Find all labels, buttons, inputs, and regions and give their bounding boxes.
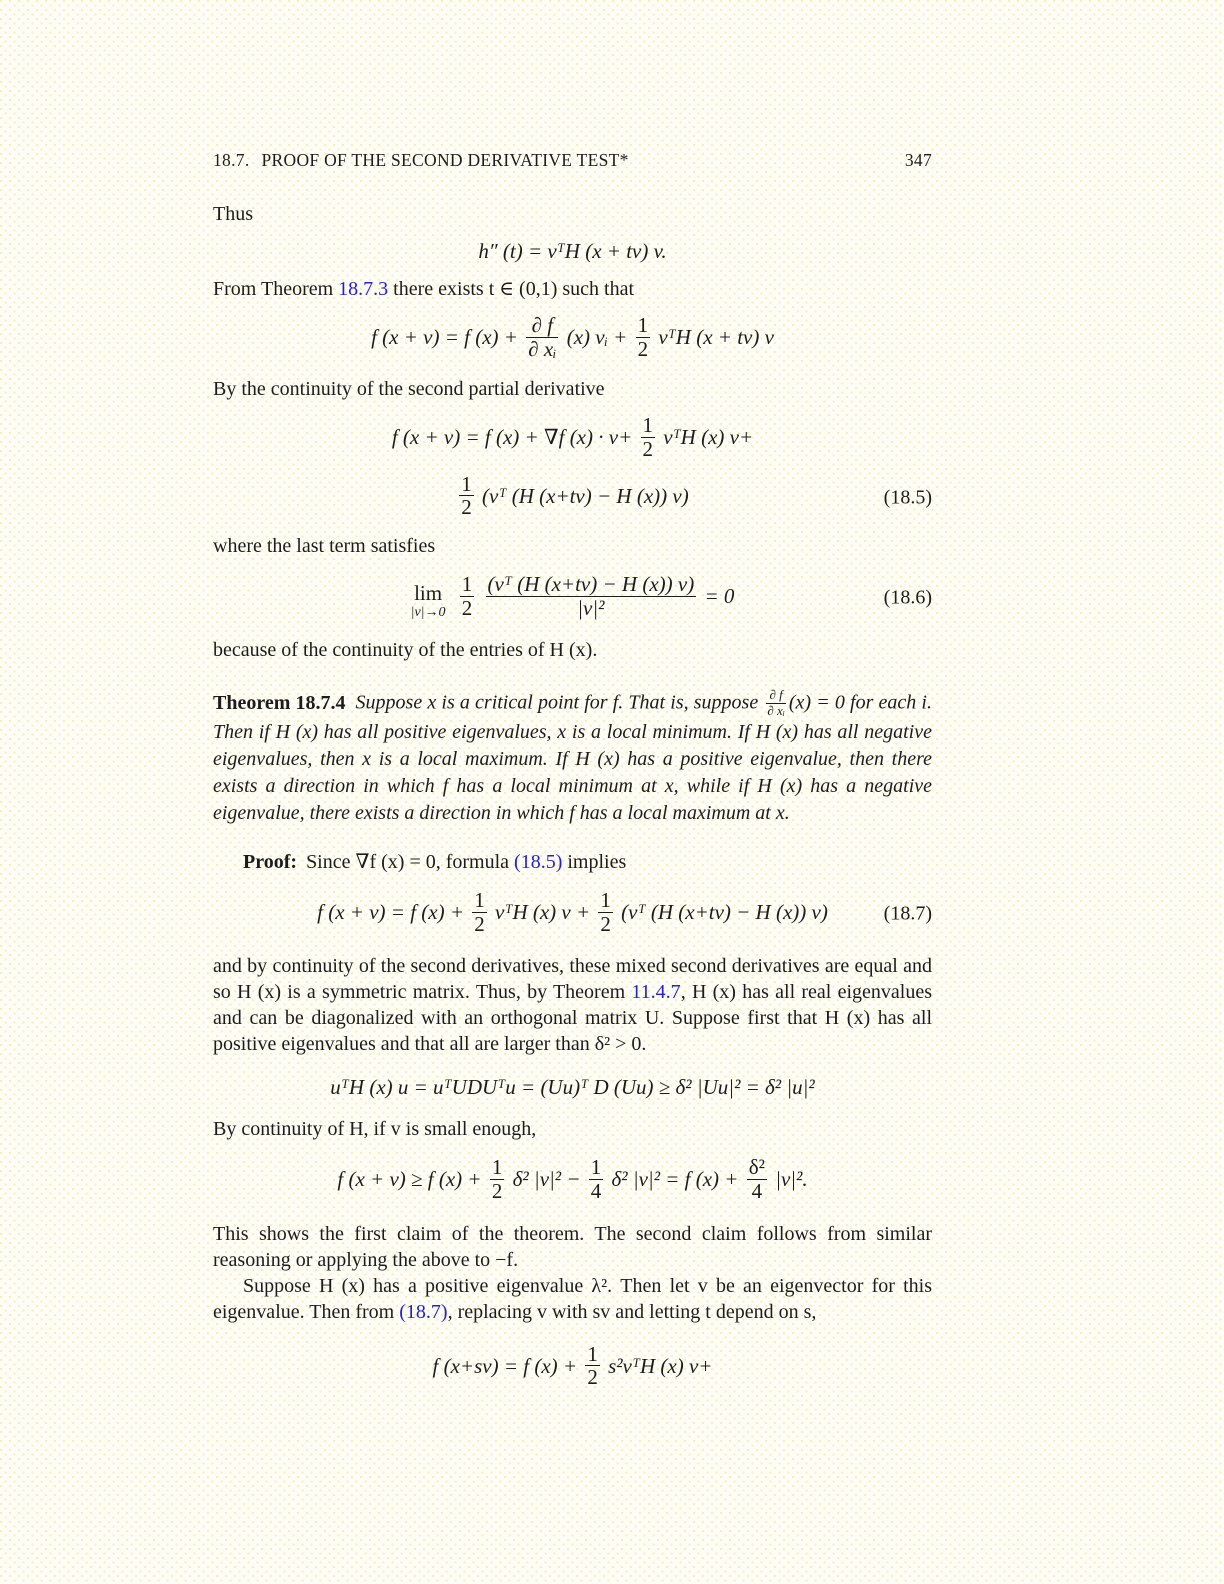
equation-number-18-6: (18.6) xyxy=(883,586,932,609)
partial-fraction xyxy=(526,314,558,360)
fraction-numerator: 1 xyxy=(600,887,611,912)
paragraph-text: , replacing v with sv and letting t depend on s, xyxy=(447,1300,817,1323)
equation-segment: f (x + v) = f (x) + xyxy=(371,324,518,349)
equation-segment: = 0 xyxy=(704,584,735,609)
equation-body: h″ (t) = vᵀH (x + tv) v. xyxy=(478,239,667,263)
fraction-denominator: 2 xyxy=(461,595,473,620)
half-fraction xyxy=(472,889,487,935)
equation-segment: δ² |v|² − xyxy=(512,1167,581,1192)
fraction-denominator: 2 xyxy=(474,911,485,936)
page-content xyxy=(213,150,932,1403)
equation-segment: (x) vᵢ + xyxy=(566,324,628,349)
equation-lower-bound xyxy=(213,1155,932,1204)
equation-number-18-7: (18.7) xyxy=(883,902,932,925)
equation-h-second-derivative xyxy=(213,239,932,264)
equation-body: uᵀH (x) u = uᵀUDUᵀu = (Uu)ᵀ D (Uu) ≥ δ² |Uu|² = δ² |u|² xyxy=(330,1075,815,1100)
paragraph-text: Since ∇f (x) = 0, formula xyxy=(301,850,515,873)
equation-expansion-line1 xyxy=(213,413,932,462)
fraction-numerator: 1 xyxy=(474,887,485,912)
limit-word: lim xyxy=(414,580,443,605)
delta-fraction xyxy=(747,1156,767,1202)
fraction-denominator: ∂ xᵢ xyxy=(767,702,785,718)
because-text: because of the continuity of the entries of H (x). xyxy=(213,639,598,662)
fraction-numerator: 1 xyxy=(590,1155,602,1180)
by-continuity-h-text: By continuity of H, if v is small enough, xyxy=(213,1118,537,1141)
half-fraction xyxy=(459,473,474,519)
page-header xyxy=(213,150,932,171)
equation-18-5 xyxy=(213,471,932,521)
half-fraction xyxy=(460,573,475,619)
fraction-denominator: |v|² xyxy=(486,596,697,620)
equation-segment: vᵀH (x + tv) v xyxy=(658,324,774,349)
half-fraction xyxy=(585,1343,600,1389)
formula-18-7-link[interactable]: (18.7) xyxy=(399,1300,448,1323)
limit-operator xyxy=(410,580,446,620)
equation-segment: f (x+sv) = f (x) + xyxy=(432,1353,578,1378)
fraction-numerator: (vᵀ (H (x+tv) − H (x)) v) xyxy=(487,572,695,597)
equation-18-7 xyxy=(213,887,932,937)
fraction-numerator: ∂ f xyxy=(769,687,783,703)
equation-segment: vᵀH (x) v + xyxy=(495,899,591,924)
fraction-numerator: 1 xyxy=(642,413,653,438)
theorem-label: Theorem 18.7.4 xyxy=(213,691,346,714)
proof-paragraph xyxy=(213,849,932,875)
half-fraction xyxy=(641,414,656,460)
main-fraction xyxy=(486,573,697,619)
proof-label: Proof: xyxy=(243,850,298,873)
fraction-numerator: 1 xyxy=(491,1155,503,1180)
suppose-paragraph xyxy=(213,1273,932,1325)
paragraph-text: and by continuity of the second derivatives, these mixed second derivatives are equal and so H (x) is a symmetric matrix. Thus, by Theorem xyxy=(213,955,932,1004)
half-fraction xyxy=(598,889,613,935)
equation-taylor-expansion xyxy=(213,313,932,362)
quarter-fraction xyxy=(589,1156,604,1202)
equation-18-6 xyxy=(213,572,932,621)
fraction-denominator: 2 xyxy=(637,336,649,361)
page-number: 347 xyxy=(904,150,932,170)
section-title: PROOF OF THE SECOND DERIVATIVE TEST* xyxy=(261,150,629,170)
equation-segment: f (x + v) ≥ f (x) + xyxy=(337,1167,482,1192)
equation-segment: f (x + v) = f (x) + xyxy=(317,899,465,924)
fraction-denominator: ∂ xᵢ xyxy=(528,336,557,361)
theorem-lead: Suppose x is a critical point for f. That is, suppose xyxy=(355,691,764,714)
half-fraction xyxy=(490,1156,505,1202)
fraction-denominator: 2 xyxy=(600,911,611,936)
running-head xyxy=(213,150,629,171)
fraction-numerator: 1 xyxy=(637,313,649,337)
fraction-numerator: 1 xyxy=(587,1341,598,1366)
this-shows-paragraph: This shows the first claim of the theorem. The second claim follows from similar reasoning or applying the above to −f. xyxy=(213,1222,932,1271)
by-continuity-text: By the continuity of the second partial derivative xyxy=(213,378,605,401)
paragraph-text: there exists t ∈ (0,1) such that xyxy=(388,278,635,300)
equation-segment: s²vᵀH (x) v+ xyxy=(608,1353,713,1378)
fraction-denominator: 2 xyxy=(461,495,472,520)
from-theorem-paragraph xyxy=(213,276,932,302)
paragraph-text: , H (x) has all real eigenvalues and can be diagonalized with an orthogonal matrix U. Suppose first that H (x) has all positive eigenvalues and that all are larger than δ² > 0. xyxy=(213,981,933,1056)
half-fraction xyxy=(636,314,651,360)
equation-segment: (vᵀ (H (x+tv) − H (x)) v) xyxy=(482,483,689,508)
fraction-denominator: 2 xyxy=(491,1178,503,1203)
theorem-18-7-3-link[interactable]: 18.7.3 xyxy=(338,278,389,300)
formula-18-5-link[interactable]: (18.5) xyxy=(514,850,563,873)
and-by-continuity-paragraph xyxy=(213,953,932,1057)
equation-segment: vᵀH (x) v+ xyxy=(663,425,754,450)
inline-partial-fraction xyxy=(766,688,786,718)
fraction-numerator: ∂ f xyxy=(531,313,554,337)
equation-number-18-5: (18.5) xyxy=(883,486,932,509)
limit-subscript: |v|→0 xyxy=(410,604,446,620)
equation-segment: δ² |v|² = f (x) + xyxy=(611,1167,739,1192)
where-last-term-text: where the last term satisfies xyxy=(213,535,436,558)
theorem-18-7-4 xyxy=(213,689,932,827)
paragraph-text: implies xyxy=(562,850,627,873)
theorem-11-4-7-link[interactable]: 11.4.7 xyxy=(631,981,681,1004)
paragraph-text: From Theorem xyxy=(213,278,339,300)
equation-segment: |v|². xyxy=(775,1167,808,1192)
fraction-numerator: 1 xyxy=(461,471,472,496)
fraction-denominator: 2 xyxy=(642,437,653,462)
fraction-denominator: 4 xyxy=(747,1179,767,1203)
fraction-denominator: 2 xyxy=(587,1365,598,1390)
fraction-denominator: 4 xyxy=(590,1178,602,1203)
equation-diagonalization xyxy=(213,1075,932,1100)
fraction-numerator: 1 xyxy=(461,572,473,597)
fraction-numerator: δ² xyxy=(748,1155,765,1180)
thus-text: Thus xyxy=(213,203,253,225)
equation-final xyxy=(213,1341,932,1391)
theorem-body: (x) = 0 for each i. Then if H (x) has all positive eigenvalues, x is a local minimum. If H (x) has all negative eigenvalues, then x is a local maximum. If H (x) has a positive eigenvalue, then there exists a direction in which f has a local minimum at x, while if H (x) has a negative eigenvalue, there exists a direction in which f has a local maximum at x. xyxy=(213,691,932,824)
equation-segment: (vᵀ (H (x+tv) − H (x)) v) xyxy=(621,899,828,924)
equation-segment: f (x + v) = f (x) + ∇f (x) · v+ xyxy=(391,425,633,450)
section-number: 18.7. xyxy=(213,150,250,170)
paragraph-text: Suppose H (x) has a positive eigenvalue λ². Then let v be an eigenvector for this eigenvalue. Then from xyxy=(213,1274,932,1323)
